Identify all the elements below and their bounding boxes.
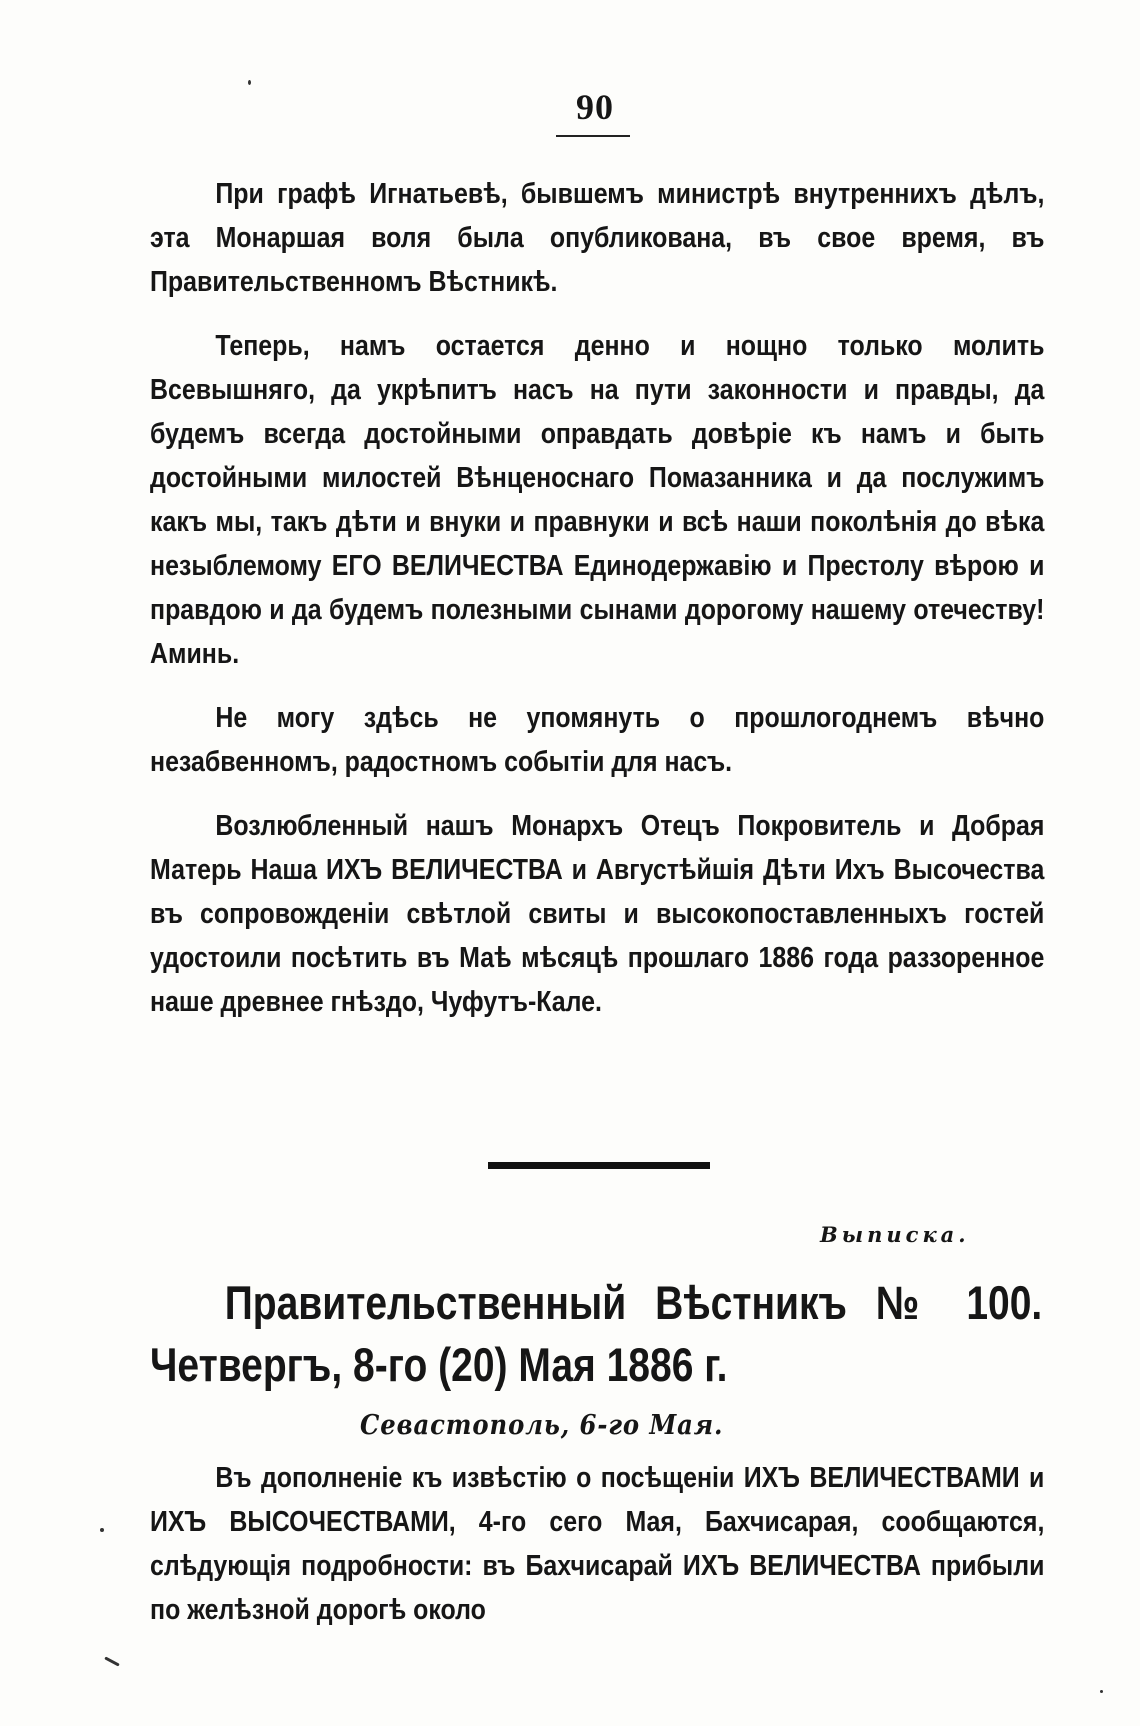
paragraph-ignatiev: При графѣ Игнатьевѣ, бывшемъ министрѣ внутреннихъ дѣлъ, эта Монаршая воля была опубликована, въ свое время, въ Правительственномъ Вѣстникѣ. [150, 178, 1045, 298]
print-speck [100, 1528, 104, 1532]
print-speck [1100, 1690, 1103, 1693]
paragraph-royal-visit: Возлюбленный нашъ Монархъ Отецъ Покровитель и Добрая Матерь Наша ИХЪ ВЕЛИЧЕСТВА и Августѣйшія Дѣти Ихъ Высочества въ сопровожденіи свѣтлой свиты и высокопоставленныхъ гостей удостоили посѣтить въ Маѣ мѣсяцѣ прошлаго 1886 года раззоренное наше древнее гнѣздо, Чуфутъ-Кале. [150, 810, 1045, 1018]
top-text-block [150, 172, 1044, 1024]
paragraph-visit-details: Въ дополненіе къ извѣстію о посѣщеніи ИХЪ ВЕЛИЧЕСТВАМИ и ИХЪ ВЫСОЧЕСТВАМИ, 4-го сего Мая, Бахчисарая, сообщаются, слѣдующія подробности: въ Бахчисарай ИХЪ ВЕЛИЧЕСТВА прибыли по желѣзной дорогѣ около [150, 1462, 1045, 1626]
bottom-text-block [150, 1456, 1044, 1632]
print-speck [104, 1656, 120, 1666]
paragraph-event-mention: Не могу здѣсь не упомянуть о прошлогоднемъ вѣчно незабвенномъ, радостномъ событіи для насъ. [150, 702, 1045, 778]
section-separator [488, 1162, 710, 1169]
paragraph-prayer: Теперь, намъ остается денно и нощно только молить Всевышняго, да укрѣпитъ насъ на пути законности и правды, да будемъ всегда достойными оправдать довѣріе къ намъ и быть достойными милостей Вѣнценоснаго Помазанника и да послужимъ какъ мы, такъ дѣти и внуки и правнуки и всѣ наши поколѣнія до вѣка незыблемому ЕГО ВЕЛИЧЕСТВА Единодержавію и Престолу вѣрою и правдою и да будемъ полезными сынами дорогому нашему отечеству! Аминь. [150, 330, 1045, 670]
gazette-heading: Правительственный Вѣстникъ № 100. Четвергъ, 8-го (20) Мая 1886 г. [150, 1276, 1043, 1391]
dateline: Севастополь, 6-го Мая. [360, 1410, 724, 1441]
print-speck [248, 80, 251, 85]
page-number-underline [556, 135, 630, 137]
page-number: 90 [576, 87, 614, 127]
extract-label: Выписка. [820, 1222, 970, 1247]
